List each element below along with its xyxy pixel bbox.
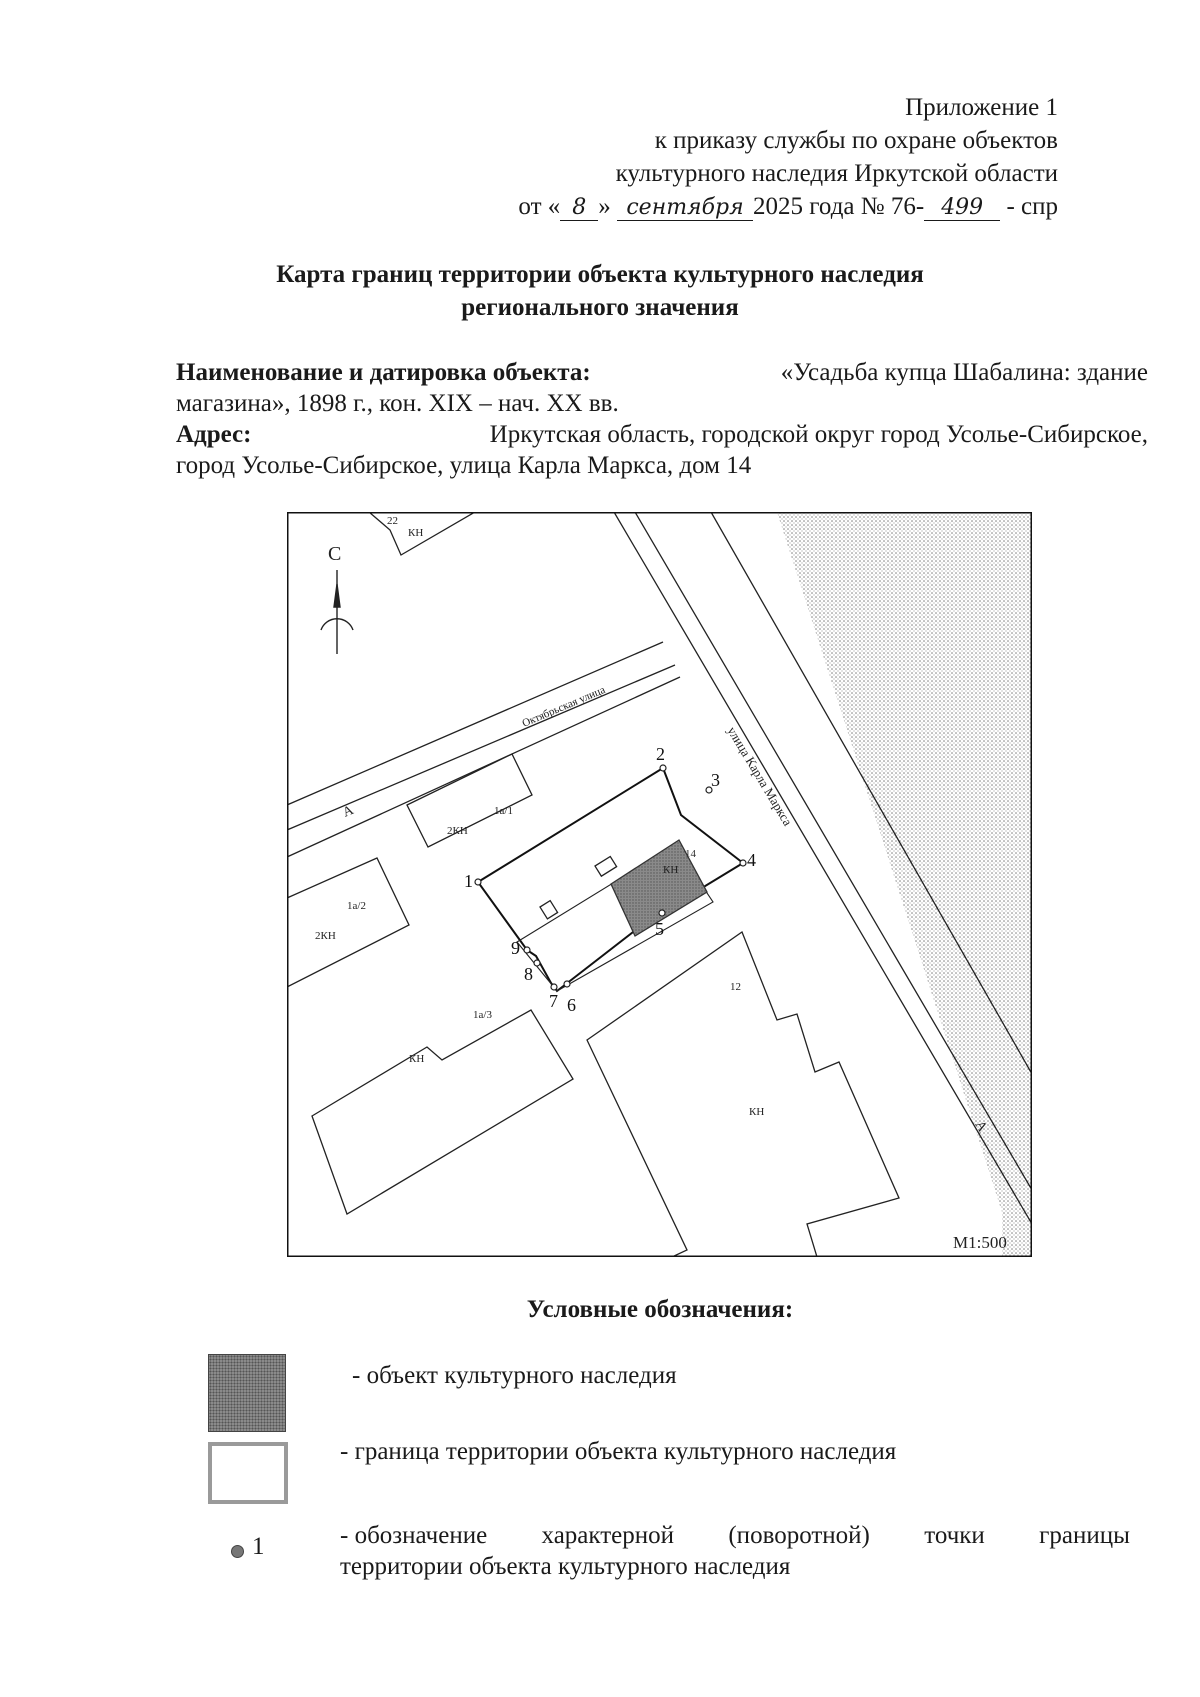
- parcel-22-type: КН: [408, 527, 424, 539]
- doc-title-line2: регионального значения: [461, 294, 739, 321]
- boundary-point-8: [534, 960, 540, 966]
- object-name-value-cont: магазина», 1898 г., кон. XIX – нач. XX вв.: [176, 390, 619, 417]
- point-label-9: 9: [511, 938, 520, 958]
- boundary-point-9: [524, 947, 530, 953]
- date-mid: »: [598, 193, 611, 220]
- road-a-left: А: [340, 802, 356, 821]
- legend-point-word5: границы: [1039, 1522, 1130, 1549]
- parcel-1a1-num: 1а/1: [494, 805, 513, 817]
- street-oktyabrskaya-label: Октябрьская улица: [520, 683, 608, 730]
- north-label: С: [328, 543, 342, 565]
- parcel-1a1-type: 2КН: [447, 825, 468, 837]
- point-label-2: 2: [656, 744, 665, 764]
- address-label: Адрес:: [176, 421, 252, 448]
- legend-point-icon: [231, 1545, 244, 1558]
- parcel-12-type: КН: [749, 1106, 765, 1118]
- parcel-1a3-type: КН: [409, 1053, 425, 1065]
- parcel-14-num: 14: [685, 848, 696, 860]
- legend-title: Условные обозначения:: [526, 1296, 794, 1323]
- point-label-1: 1: [464, 871, 473, 891]
- point-label-7: 7: [549, 991, 558, 1011]
- object-info: [176, 357, 1148, 481]
- legend-point-text-cont: территории объекта культурного наследия: [340, 1553, 791, 1580]
- boundary-point-4: [740, 860, 746, 866]
- boundary-point-6: [564, 981, 570, 987]
- road-a-right: А: [971, 1118, 990, 1135]
- parcel-1a3-num: 1а/3: [473, 1009, 492, 1021]
- parcel-14-type: КН: [663, 864, 679, 876]
- parcel-1a3: [312, 1010, 573, 1214]
- point-label-5: 5: [655, 919, 664, 939]
- legend-boundary-text: - граница территории объекта культурного наследия: [340, 1438, 897, 1465]
- handwritten-month: сентября: [617, 196, 753, 221]
- legend-heritage-swatch: [208, 1354, 286, 1432]
- parcel-1a2: [287, 858, 409, 987]
- address-value: Иркутская область, городской округ город Усолье-Сибирское,: [489, 421, 1148, 448]
- boundary-point-7: [551, 984, 557, 990]
- point-label-6: 6: [567, 995, 576, 1015]
- doc-title-line1: Карта границ территории объекта культурного наследия: [276, 261, 924, 288]
- order-date-line: [518, 192, 1058, 222]
- boundary-point-5: [659, 910, 665, 916]
- handwritten-number: 499: [924, 196, 1000, 221]
- parcel-12-num: 12: [730, 981, 741, 993]
- legend-point-word2: характерной: [541, 1522, 674, 1549]
- point-label-8: 8: [524, 964, 533, 984]
- legend-point-word4: точки: [924, 1522, 985, 1549]
- number-suffix: - спр: [1006, 193, 1058, 220]
- parcel-1a2-type: 2КН: [315, 930, 336, 942]
- legend-point-text: [340, 1520, 1130, 1582]
- object-name-value: «Усадьба купца Шабалина: здание: [780, 359, 1148, 386]
- north-arrow-icon: [321, 570, 353, 654]
- legend-heritage-text: - объект культурного наследия: [352, 1362, 677, 1389]
- object-name-label: Наименование и датировка объекта:: [176, 359, 591, 386]
- legend-point-number: 1: [252, 1533, 265, 1560]
- boundary-point-2: [660, 765, 666, 771]
- legend-point-word1: - обозначение: [340, 1522, 488, 1549]
- parcel-12: [587, 932, 899, 1257]
- legend-point-word3: (поворотной): [728, 1522, 870, 1549]
- boundary-point-1: [475, 879, 481, 885]
- street-marx-label: улица Карла Маркса: [724, 723, 796, 829]
- order-line: к приказу службы по охране объектов: [654, 127, 1058, 154]
- point-label-4: 4: [747, 850, 756, 870]
- boundary-map: [287, 512, 1032, 1257]
- handwritten-day: 8: [560, 196, 598, 221]
- parcel-1a2-num: 1а/2: [347, 900, 366, 912]
- parcel-1a1: [407, 754, 532, 847]
- address-value-cont: город Усолье-Сибирское, улица Карла Маркса, дом 14: [176, 452, 752, 479]
- point-label-3: 3: [711, 770, 720, 790]
- date-prefix: от «: [518, 193, 561, 220]
- service-line: культурного наследия Иркутской области: [615, 160, 1058, 187]
- appendix-label: Приложение 1: [905, 94, 1058, 121]
- legend-boundary-swatch: [208, 1442, 288, 1504]
- map-scale: М1:500: [953, 1233, 1007, 1252]
- parcel-22-num: 22: [387, 515, 398, 527]
- river-area: [733, 512, 1032, 1257]
- year-text: 2025 года № 76-: [753, 193, 925, 220]
